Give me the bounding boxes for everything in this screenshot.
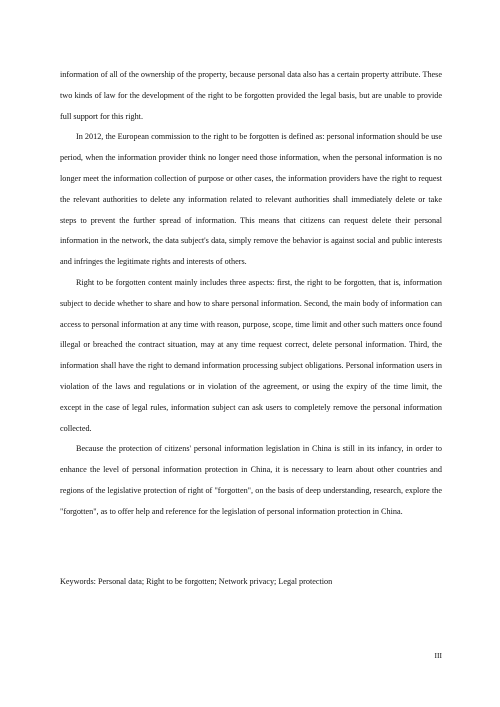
page-number: III	[434, 651, 442, 660]
paragraph-continuation: information of all of the ownership of the property, because personal data also has a certain property attribute. These two kinds of law for the development of the right to be forgotten provided the legal basis, but are unable to provide full support for this right.	[60, 70, 442, 121]
paragraph-european-commission: In 2012, the European commission to the right to be forgotten is defined as: personal information should be use period, when the information provider think no longer need those information, when the personal information is no longer meet the information collection of purpose or other cases, the information providers have the right to request the relevant authorities to delete any information related to relevant authorities shall immediately delete or take steps to prevent the further spread of information. This means that citizens can request delete their personal information in the network, the data subject's data, simply remove the behavior is against social and public interests and infringes the legitimate rights and interests of others.	[60, 132, 442, 267]
paragraph-three-aspects: Right to be forgotten content mainly includes three aspects: first, the right to be forgotten, that is, information subject to decide whether to share and how to share personal information. Second, the main body of information can access to personal information at any time with reason, purpose, scope, time limit and other such matters once found illegal or breached the contract situation, may at any time request correct, delete personal information. Third, the information shall have the right to demand information processing subject obligations. Personal information users in violation of the laws and regulations or in violation of the agreement, or using the expiry of the time limit, the except in the case of legal rules, information subject can ask users to completely remove the personal information collected.	[60, 277, 442, 433]
keywords-line: Keywords: Personal data; Right to be forgotten; Network privacy; Legal protection	[60, 577, 333, 586]
abstract-body	[60, 65, 442, 523]
paragraph-china-legislation: Because the protection of citizens' personal information legislation in China is still in its infancy, in order to enhance the level of personal information protection in China, it is necessary to learn about other countries and regions of the legislative protection of right of "forgotten", on the basis of deep understanding, research, explore the "forgotten", as to offer help and reference for the legislation of personal information protection in China.	[60, 444, 442, 516]
